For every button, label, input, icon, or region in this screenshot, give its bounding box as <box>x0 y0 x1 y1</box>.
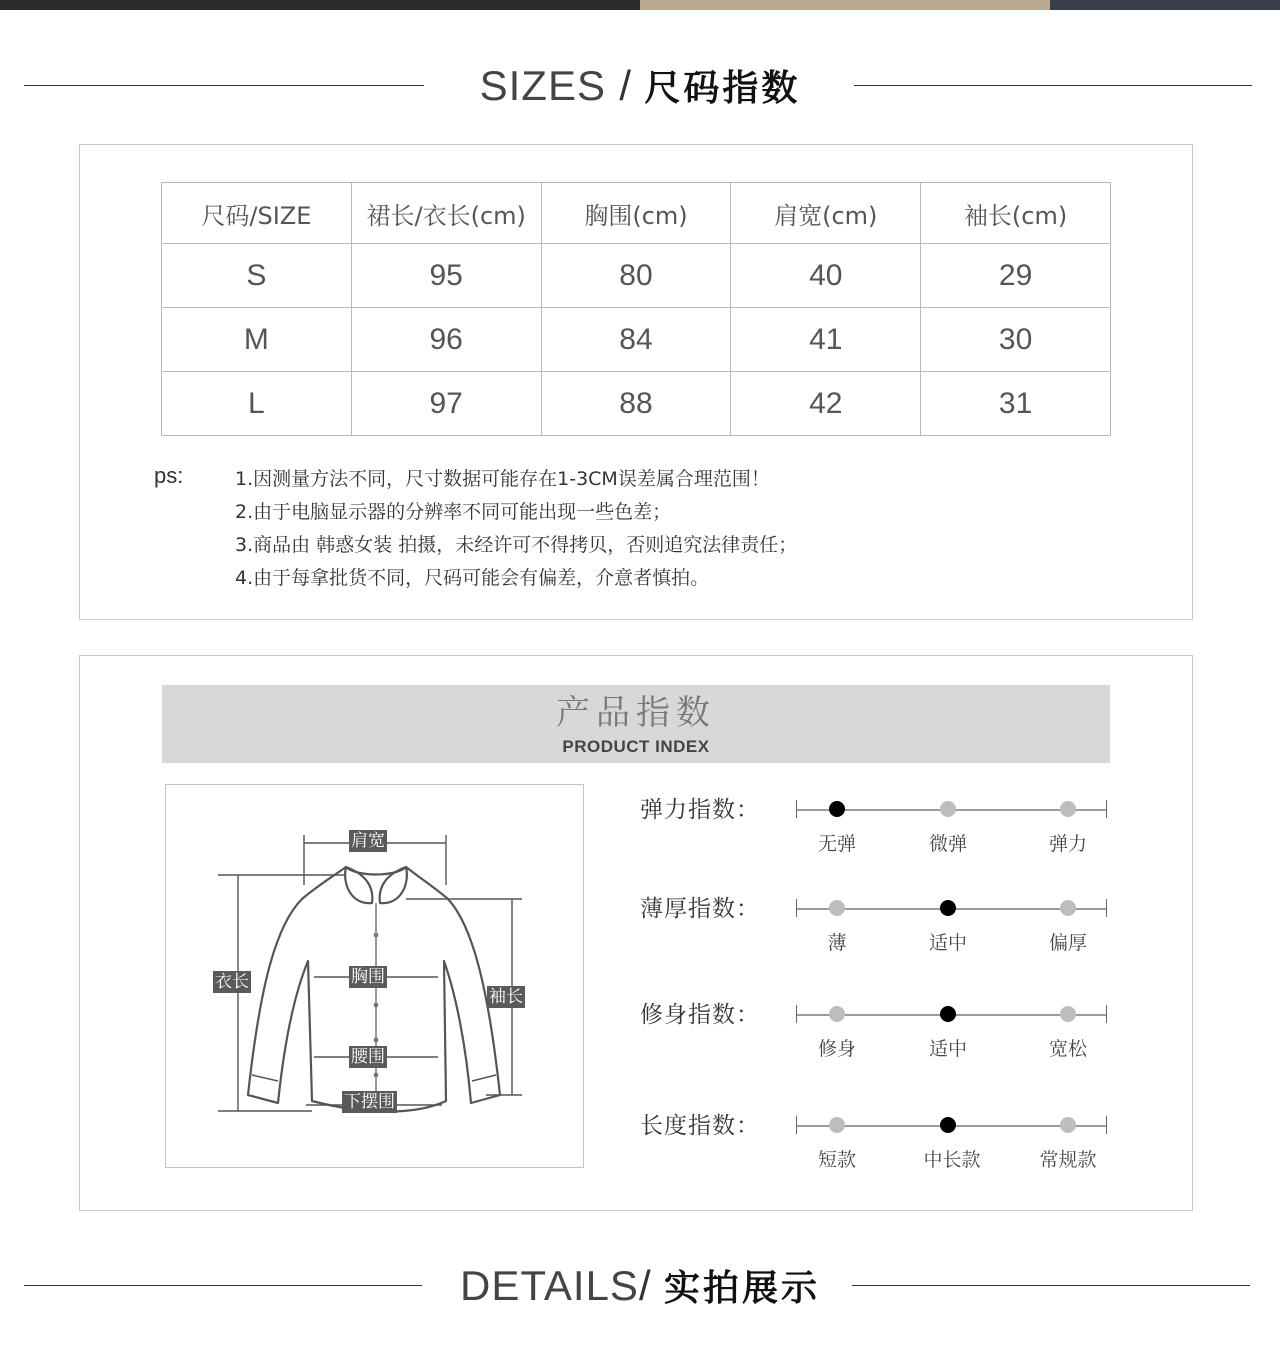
sizes-title-en: SIZES <box>479 62 606 109</box>
details-title-cn: 实拍展示 <box>663 1268 820 1309</box>
index-label: 薄厚指数： <box>640 896 760 922</box>
note-item: 1.因测量方法不同，尺寸数据可能存在1-3CM误差属合理范围！ <box>235 468 770 490</box>
diagram-label-waist: 腰围 <box>351 1047 385 1067</box>
table-cell: S <box>162 244 352 308</box>
table-cell: 80 <box>541 244 731 308</box>
sizes-title <box>0 56 1280 119</box>
diagram-label-hem: 下摆围 <box>344 1092 395 1112</box>
table-cell: 40 <box>731 244 921 308</box>
index-dot-0 <box>829 900 845 916</box>
index-dot-0 <box>829 1117 845 1133</box>
track-end-tick <box>1106 800 1107 818</box>
details-title-en: DETAILS <box>460 1262 639 1309</box>
table-row <box>162 308 1111 372</box>
table-cell: 88 <box>541 372 731 436</box>
index-label: 长度指数： <box>640 1113 760 1139</box>
index-dot-2 <box>1060 900 1076 916</box>
details-header <box>0 1256 1280 1316</box>
index-row-elasticity <box>640 795 1120 865</box>
index-dot-2 <box>1060 1117 1076 1133</box>
notes-prefix: ps: <box>154 463 184 488</box>
index-dot-1 <box>940 900 956 916</box>
sizes-title-cn: 尺码指数 <box>644 68 801 109</box>
index-dot-2 <box>1060 1006 1076 1022</box>
product-index-panel <box>79 655 1193 1211</box>
table-row <box>162 372 1111 436</box>
note-item: 2.由于电脑显示器的分辨率不同可能出现一些色差； <box>235 501 672 523</box>
track-end-tick <box>796 1005 797 1023</box>
table-cell: 95 <box>351 244 541 308</box>
details-title-slash: / <box>638 1262 651 1309</box>
table-cell: M <box>162 308 352 372</box>
index-option: 弹力 <box>1048 833 1087 855</box>
header-rule-right <box>852 1285 1250 1286</box>
product-index-title-en: PRODUCT INDEX <box>562 737 710 756</box>
index-dot-0 <box>829 1006 845 1022</box>
garment-diagram <box>165 784 584 1168</box>
table-cell: 96 <box>351 308 541 372</box>
index-option: 中长款 <box>923 1149 981 1171</box>
details-title <box>0 1256 1280 1319</box>
track-end-tick <box>796 899 797 917</box>
size-panel <box>79 144 1193 620</box>
sizes-header <box>0 56 1280 116</box>
index-row-length <box>640 1111 1120 1181</box>
header-length: 裙长/衣长(cm) <box>351 183 541 244</box>
table-cell: 41 <box>731 308 921 372</box>
table-cell: 30 <box>921 308 1111 372</box>
header-chest: 胸围(cm) <box>541 183 731 244</box>
table-cell: 42 <box>731 372 921 436</box>
index-dot-1 <box>940 1006 956 1022</box>
note-item: 3.商品由 韩惑女装 拍摄，未经许可不得拷贝，否则追究法律责任； <box>235 534 798 556</box>
header-sleeve: 袖长(cm) <box>921 183 1111 244</box>
index-option: 宽松 <box>1048 1038 1087 1060</box>
table-cell: L <box>162 372 352 436</box>
index-option: 短款 <box>817 1149 856 1171</box>
index-label: 修身指数： <box>640 1002 760 1028</box>
index-option: 无弹 <box>817 833 856 855</box>
index-option: 微弹 <box>928 833 967 855</box>
index-dot-0 <box>829 801 845 817</box>
table-cell: 29 <box>921 244 1111 308</box>
index-option: 适中 <box>928 932 967 954</box>
track-end-tick <box>1106 899 1107 917</box>
header-rule-right <box>854 85 1252 86</box>
diagram-label-shoulder: 肩宽 <box>351 831 385 851</box>
diagram-label-sleeve: 袖长 <box>489 987 523 1007</box>
track-end-tick <box>1106 1116 1107 1134</box>
header-shoulder: 肩宽(cm) <box>731 183 921 244</box>
note-item: 4.由于每拿批货不同，尺码可能会有偏差，介意者慎拍。 <box>235 567 710 589</box>
product-index-title-cn: 产品指数 <box>556 693 716 733</box>
index-dot-1 <box>940 1117 956 1133</box>
diagram-label-length: 衣长 <box>215 972 249 992</box>
size-table-header-row <box>162 183 1111 244</box>
index-label: 弹力指数： <box>640 797 760 823</box>
track-end-tick <box>796 1116 797 1134</box>
table-cell: 84 <box>541 308 731 372</box>
table-cell: 31 <box>921 372 1111 436</box>
sizes-title-slash: / <box>619 62 632 109</box>
track-end-tick <box>1106 1005 1107 1023</box>
product-index-banner <box>162 685 1110 763</box>
top-photo-strip <box>0 0 1280 10</box>
index-option: 常规款 <box>1039 1149 1097 1171</box>
index-option: 修身 <box>817 1038 856 1060</box>
table-row <box>162 244 1111 308</box>
header-size: 尺码/SIZE <box>162 183 352 244</box>
index-row-fit <box>640 1000 1120 1070</box>
index-dot-2 <box>1060 801 1076 817</box>
index-option: 偏厚 <box>1048 932 1087 954</box>
table-cell: 97 <box>351 372 541 436</box>
track-end-tick <box>796 800 797 818</box>
index-row-thickness <box>640 894 1120 964</box>
diagram-label-chest: 胸围 <box>351 967 385 987</box>
index-dot-1 <box>940 801 956 817</box>
notes-list <box>235 463 797 595</box>
index-option: 薄 <box>827 932 847 954</box>
size-table <box>161 182 1111 436</box>
index-option: 适中 <box>928 1038 967 1060</box>
